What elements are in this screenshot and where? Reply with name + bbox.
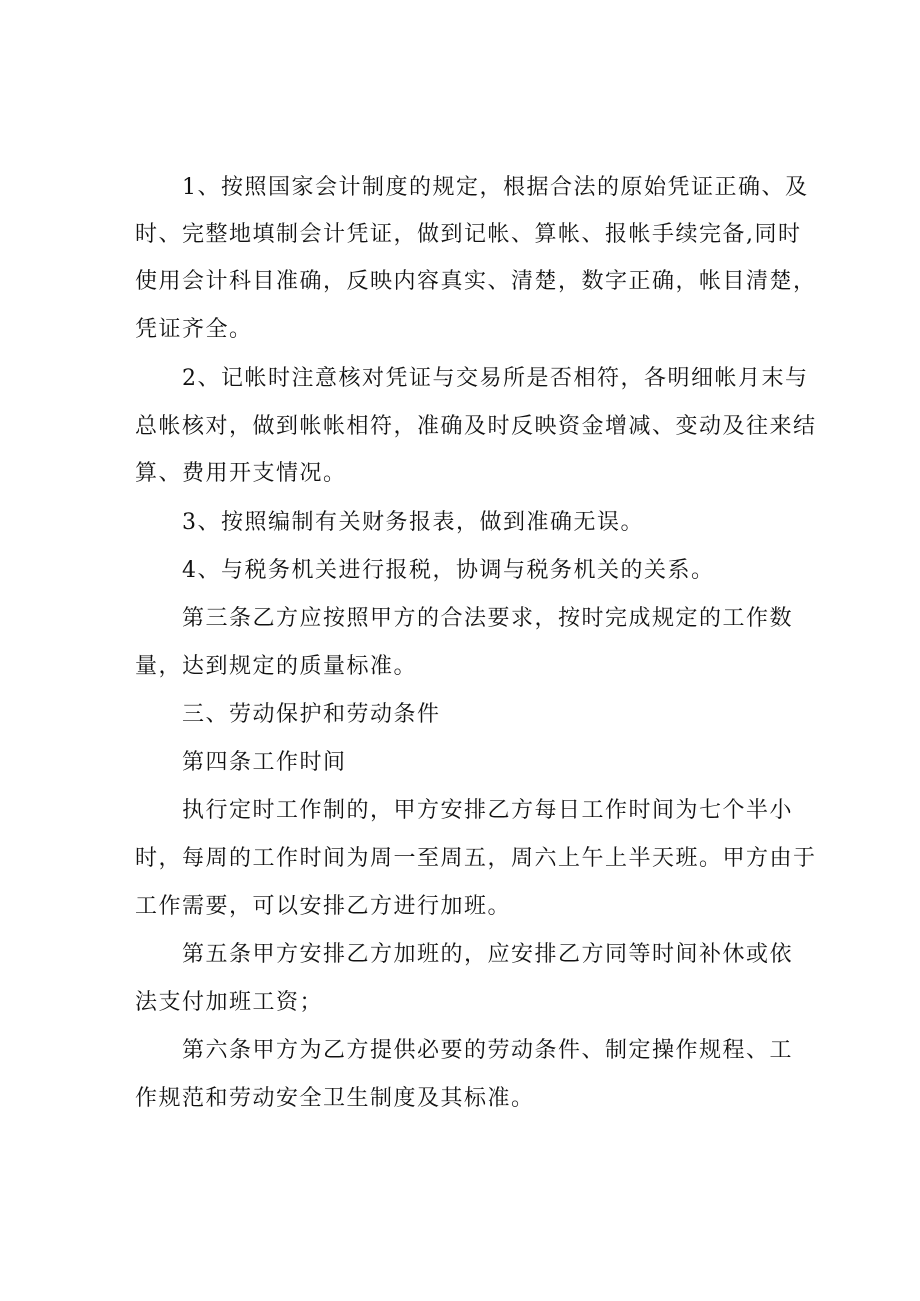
text-line: 法支付加班工资； bbox=[135, 990, 324, 1015]
text-line: 执行定时工作制的，甲方安排乙方每日工作时间为七个半小 bbox=[182, 798, 794, 823]
text-line: 4、与税务机关进行报税，协调与税务机关的关系。 bbox=[182, 558, 715, 583]
text-line: 1、按照国家会计制度的规定，根据合法的原始凭证正确、及 bbox=[182, 175, 809, 200]
text-line: 3、按照编制有关财务报表，做到准确无误。 bbox=[182, 510, 644, 535]
section-heading: 三、劳动保护和劳动条件 bbox=[182, 702, 441, 727]
text-line: 总帐核对，做到帐帐相符，准确及时反映资金增减、变动及往来结 bbox=[135, 414, 817, 439]
text-line: 第三条乙方应按照甲方的合法要求，按时完成规定的工作数 bbox=[182, 606, 794, 631]
text-line: 算、费用开支情况。 bbox=[135, 461, 347, 486]
text-line: 时、完整地填制会计凭证，做到记帐、算帐、报帐手续完备,同时 bbox=[135, 222, 802, 247]
text-line: 凭证齐全。 bbox=[135, 317, 253, 342]
text-line: 第六条甲方为乙方提供必要的劳动条件、制定操作规程、工 bbox=[182, 1038, 794, 1063]
text-line: 作规范和劳动安全卫生制度及其标准。 bbox=[135, 1086, 535, 1111]
text-line: 第五条甲方安排乙方加班的，应安排乙方同等时间补休或依 bbox=[182, 942, 794, 967]
text-line: 使用会计科目准确，反映内容真实、清楚，数字正确，帐目清楚， bbox=[135, 269, 817, 294]
text-line: 2、记帐时注意核对凭证与交易所是否相符，各明细帐月末与 bbox=[182, 366, 809, 391]
text-line: 时，每周的工作时间为周一至周五，周六上午上半天班。甲方由于 bbox=[135, 846, 817, 871]
text-line: 工作需要，可以安排乙方进行加班。 bbox=[135, 894, 512, 919]
text-line: 量，达到规定的质量标准。 bbox=[135, 654, 418, 679]
article-heading: 第四条工作时间 bbox=[182, 750, 347, 775]
